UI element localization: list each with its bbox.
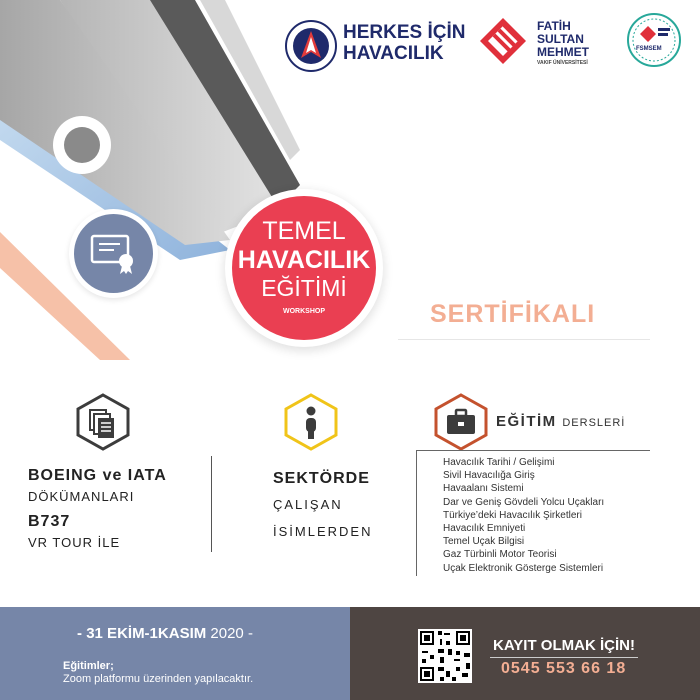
fsmsem-label: FSMSEM: [636, 46, 662, 52]
fsm-logo-text: [537, 20, 589, 59]
qr-code[interactable]: [418, 629, 472, 683]
logo-fsm-line3: MEHMET: [537, 45, 589, 59]
herkes-icin-logo-text: [343, 22, 465, 64]
divider-line: [398, 339, 650, 340]
title-line3: EĞİTİMİ: [261, 275, 347, 301]
courses-title: [496, 413, 625, 430]
boeing-line2: DÖKÜMANLARI: [28, 489, 135, 504]
event-date: [0, 625, 330, 642]
fsmsem-logo: [626, 12, 682, 68]
course-item: Havaalanı Sistemi: [443, 483, 524, 495]
herkes-icin-havacilik-logo: [285, 20, 337, 72]
sektor-line2: ÇALIŞAN: [273, 497, 343, 512]
certified-badge-text: SERTİFİKALI: [430, 300, 596, 328]
courses-title-sub: DERSLERİ: [562, 417, 626, 429]
phone-number[interactable]: 0545 553 66 18: [501, 660, 627, 677]
course-item: Havacılık Tarihi / Gelişimi: [443, 457, 555, 468]
footer-note-line1: Eğitimler;: [63, 660, 114, 672]
title-circle: [232, 196, 376, 340]
register-label: KAYIT OLMAK İÇİN!: [493, 637, 635, 654]
footer-note-line2: Zoom platformu üzerinden yapılacaktır.: [63, 673, 254, 685]
logo-fsm-line2: SULTAN: [537, 32, 584, 46]
title-line1: TEMEL: [262, 217, 346, 245]
event-date-year: 2020 -: [210, 625, 253, 642]
certificate-badge: [74, 214, 153, 293]
course-item: Türkiye’deki Havacılık Şirketleri: [443, 509, 582, 521]
logo-herkes-line2: HAVACILIK: [343, 43, 444, 64]
fatih-sultan-mehmet-logo: [480, 18, 532, 64]
register-underline: [490, 657, 638, 658]
logo-fsm-line1: FATİH: [537, 19, 571, 33]
column-divider: [211, 456, 212, 552]
documents-icon: [75, 393, 131, 451]
title-workshop: WORKSHOP: [283, 308, 325, 315]
event-date-days: - 31 EKİM-1KASIM: [77, 625, 207, 642]
title-line2: HAVACILIK: [237, 246, 371, 274]
courses-title-main: EĞİTİM: [496, 413, 557, 430]
boeing-line1: BOEING ve IATA: [28, 467, 167, 484]
sektor-line3: İSİMLERDEN: [273, 524, 373, 539]
logo-fsm-subtitle: VAKIF ÜNİVERSİTESİ: [537, 60, 588, 66]
logo-herkes-line1: HERKES İÇİN: [343, 22, 466, 43]
course-list: [443, 456, 604, 575]
footer-left-panel: [0, 607, 350, 700]
course-item: Temel Uçak Bilgisi: [443, 536, 525, 548]
course-item: Sivil Havacılığa Giriş: [443, 470, 535, 482]
sektor-line1: SEKTÖRDE: [273, 470, 370, 487]
course-item: Uçak Elektronik Gösterge Sistemleri: [443, 562, 604, 574]
course-item: Havacılık Emniyeti: [443, 523, 526, 535]
course-item: Dar ve Geniş Gövdeli Yolcu Uçakları: [443, 496, 605, 508]
boeing-line3: B737: [28, 513, 71, 530]
boeing-line4: VR TOUR İLE: [28, 535, 121, 550]
person-icon: [283, 393, 339, 451]
briefcase-icon: [433, 393, 489, 451]
certificate-icon: [90, 234, 138, 274]
course-item: Gaz Türbinli Motor Teorisi: [443, 549, 557, 561]
